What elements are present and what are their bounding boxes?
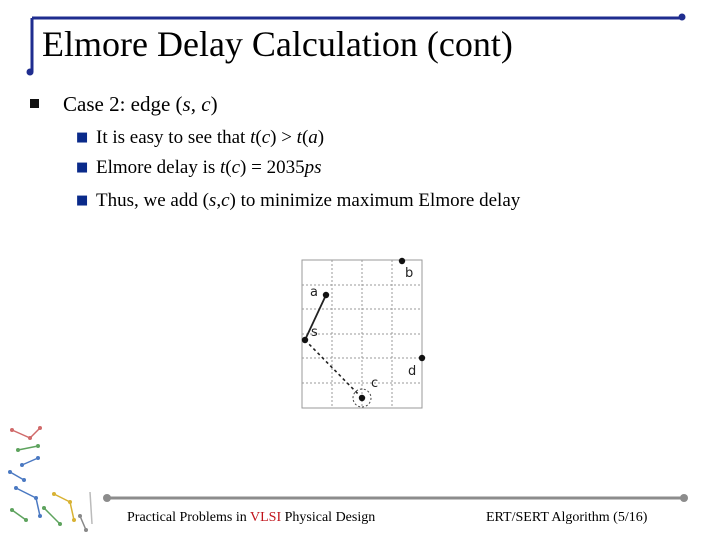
main-bullet-text: Case 2: edge (s, c) xyxy=(63,92,218,116)
node-a xyxy=(323,292,329,298)
slide-title: Elmore Delay Calculation (cont) xyxy=(42,24,513,64)
routing-grid-diagram xyxy=(290,250,440,415)
sub-bullet-text: It is easy to see that t(c) > t(a) xyxy=(96,127,325,148)
decorative-tree-logo xyxy=(0,420,105,535)
sub-bullet-text: Elmore delay is t(c) = 2035ps xyxy=(96,157,322,178)
node-label-c: c xyxy=(371,376,379,391)
footer-right-dot xyxy=(680,494,688,502)
edge-s-c xyxy=(305,340,362,398)
node-label-d: d xyxy=(408,364,417,379)
sub-bullet-1 xyxy=(76,127,324,149)
footer-course-title: Practical Problems in VLSI Physical Design xyxy=(127,510,376,525)
node-c xyxy=(359,395,365,401)
node-d xyxy=(419,355,425,361)
sub-bullet-2 xyxy=(76,157,322,179)
node-s xyxy=(302,337,308,343)
main-bullet xyxy=(30,92,218,117)
sub-bullet-marker-icon: ■ xyxy=(76,193,89,208)
left-frame-dot xyxy=(27,69,34,76)
top-right-frame-dot xyxy=(679,14,686,21)
sub-bullet-marker-icon: ■ xyxy=(76,160,89,175)
node-label-s: s xyxy=(311,325,318,340)
square-bullet-icon xyxy=(30,99,39,108)
sub-bullet-marker-icon: ■ xyxy=(76,130,89,145)
sub-bullet-text: Thus, we add (s,c) to minimize maximum Elmore delay xyxy=(96,190,521,211)
grid-lines xyxy=(302,260,422,408)
node-label-b: b xyxy=(405,266,414,281)
node-label-a: a xyxy=(310,285,318,300)
footer-slide-number: ERT/SERT Algorithm (5/16) xyxy=(486,510,648,525)
node-b xyxy=(399,258,405,264)
sub-bullet-3 xyxy=(76,190,520,212)
